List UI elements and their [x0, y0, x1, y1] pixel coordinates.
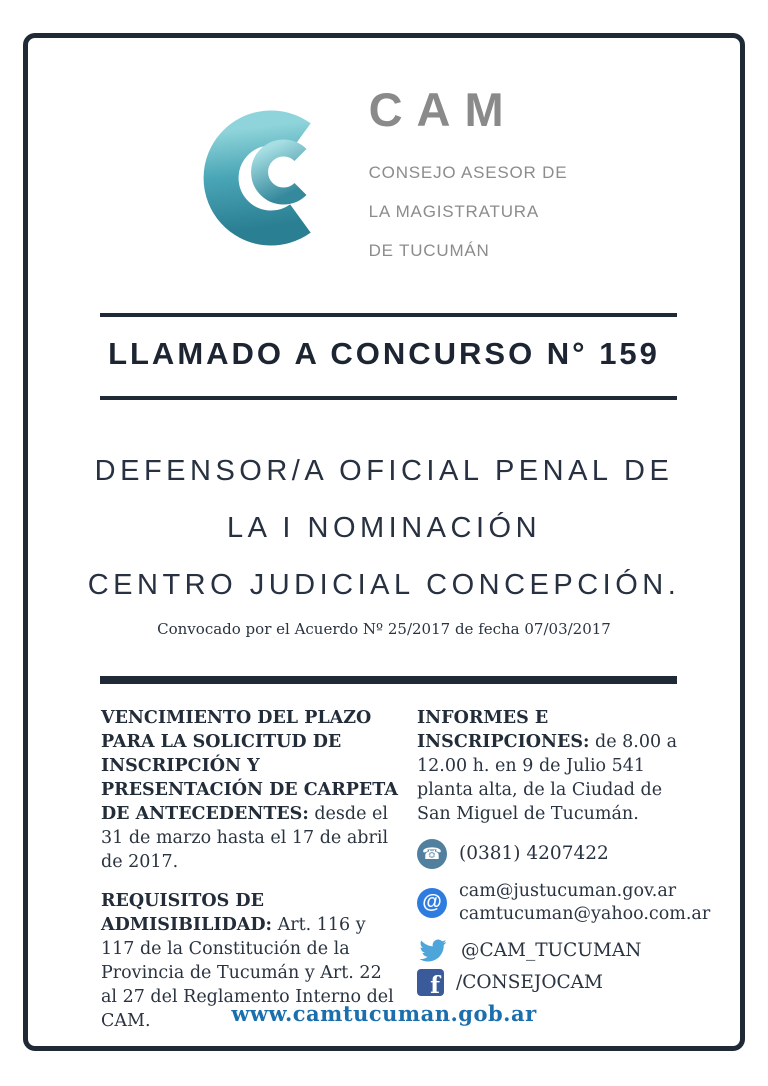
phone-icon: ☎	[417, 839, 447, 869]
phone-number: (0381) 4207422	[459, 843, 609, 864]
twitter-row	[417, 937, 679, 964]
position-title	[28, 443, 740, 614]
facebook-row	[417, 969, 679, 996]
convocation-note: Convocado por el Acuerdo Nº 25/2017 de fecha 07/03/2017	[157, 620, 611, 638]
deadline-column	[101, 706, 403, 1048]
info-text: de 8.00 a 12.00 h. en 9 de Julio 541 planta alta, de la Ciudad de San Miguel de Tucumán.	[417, 732, 678, 824]
facebook-handle[interactable]: /CONSEJOCAM	[456, 971, 603, 993]
info-label: INFORMES E INSCRIPCIONES:	[417, 708, 590, 752]
info-columns	[101, 706, 711, 1048]
cam-c-logo-icon	[201, 92, 341, 264]
brand-name: CAM	[368, 83, 518, 136]
deadline-label: VENCIMIENTO DEL PLAZO PARA LA SOLICITUD DE INSCRIPCIÓN Y PRESENTACIÓN DE CARPETA DE ANTECEDENTES:	[101, 708, 398, 824]
email-list	[459, 880, 710, 926]
email-address-2[interactable]: camtucuman@yahoo.com.ar	[459, 904, 711, 924]
twitter-handle[interactable]: @CAM_TUCUMAN	[461, 939, 642, 961]
brand-subtitle-line-3: DE TUCUMÁN	[368, 241, 490, 260]
logo-group	[28, 83, 740, 270]
twitter-icon	[417, 937, 449, 964]
position-title-line-3: CENTRO JUDICIAL CONCEPCIÓN.	[87, 569, 681, 601]
facebook-icon: f	[417, 969, 444, 996]
brand-subtitle-line-1: CONSEJO ASESOR DE	[368, 163, 568, 182]
requirements-label: REQUISITOS DE ADMISIBILIDAD:	[101, 891, 272, 935]
info-paragraph	[417, 706, 679, 826]
brand-subtitle-line-2: LA MAGISTRATURA	[368, 202, 539, 221]
title-divider-bottom	[100, 396, 677, 400]
section-divider-bar	[100, 676, 677, 684]
poster-border	[23, 33, 745, 1051]
deadline-paragraph	[101, 706, 403, 874]
title-divider-top	[100, 313, 677, 317]
email-address-1[interactable]: cam@justucuman.gov.ar	[459, 881, 677, 901]
position-title-line-1: DEFENSOR/A OFICIAL PENAL DE	[94, 455, 674, 487]
contest-title: LLAMADO A CONCURSO N° 159	[108, 336, 660, 371]
logo-text	[368, 83, 568, 270]
phone-row	[417, 839, 679, 869]
website-link[interactable]: www.camtucuman.gob.ar	[231, 1001, 537, 1026]
at-icon: @	[417, 888, 447, 918]
contact-list	[417, 839, 711, 1001]
deadline-text: desde el 31 de marzo hasta el 17 de abril de 2017.	[101, 804, 389, 872]
contact-column	[417, 706, 711, 1048]
requirements-text: Art. 116 y 117 de la Constitución de la Provincia de Tucumán y Art. 22 al 27 del Reglamento Interno del CAM.	[101, 915, 394, 1031]
email-row	[417, 880, 711, 926]
position-title-line-2: LA I NOMINACIÓN	[226, 512, 542, 544]
